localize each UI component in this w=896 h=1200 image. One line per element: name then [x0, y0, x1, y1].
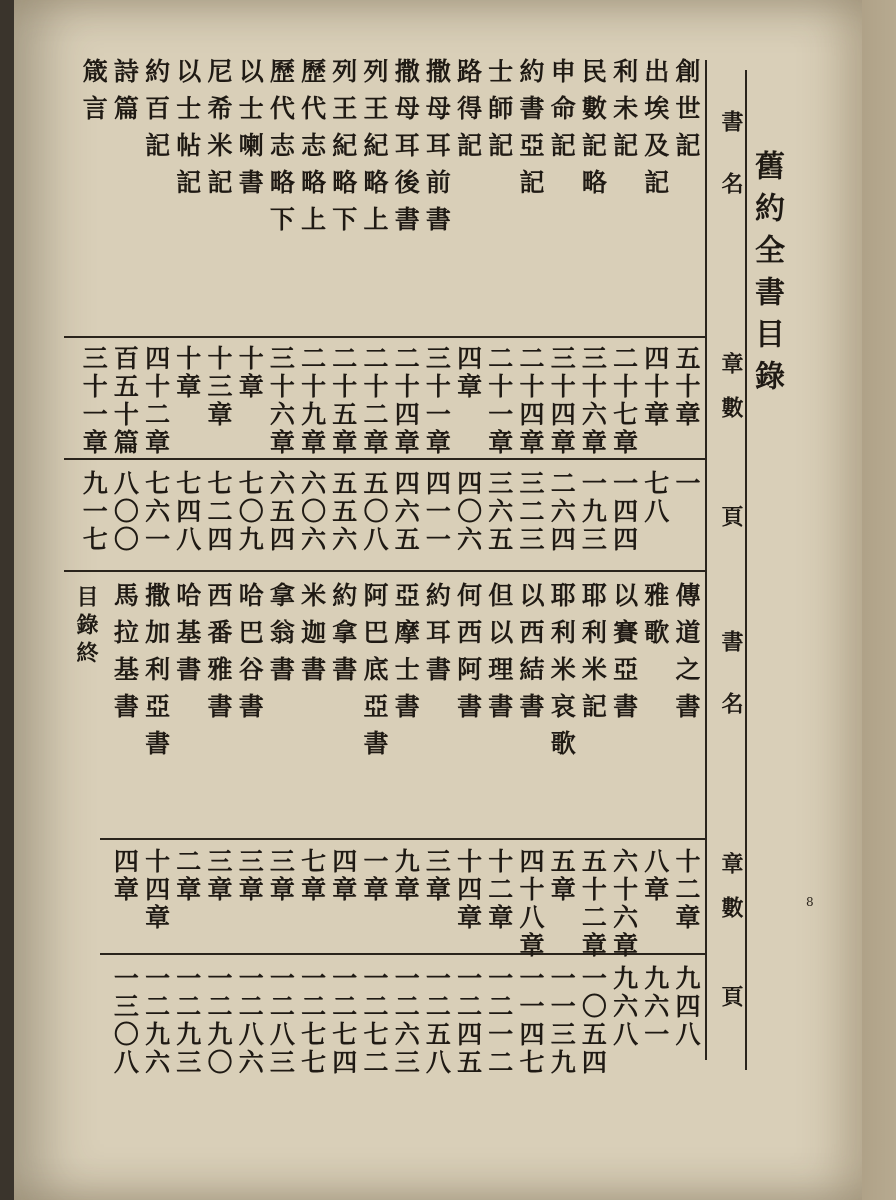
page-number: 三六五 [484, 470, 514, 554]
page-number: 二六四 [547, 470, 577, 554]
page-number: 一二八六 [235, 965, 265, 1077]
header-name-bottom: 書名 [718, 630, 744, 754]
page-number: 一二五八 [422, 965, 452, 1077]
page-number: 一〇五四 [578, 965, 608, 1077]
page-number: 七四八 [172, 470, 202, 554]
book-name: 馬拉基書 [110, 582, 140, 730]
book-name: 撒母耳後書 [391, 58, 421, 243]
chapter-count: 三十六章 [578, 345, 608, 457]
chapter-count: 七章 [297, 848, 327, 904]
page-number: 一二九六 [141, 965, 171, 1077]
chapter-count: 十二章 [672, 848, 701, 932]
book-name: 耶利米記 [578, 582, 608, 730]
chapter-count: 三十四章 [547, 345, 577, 457]
page-number: 一二七二 [360, 965, 389, 1077]
book-name: 出埃及記 [640, 58, 670, 206]
page-number: 一二七七 [297, 965, 327, 1077]
chapter-count: 三十一章 [422, 345, 452, 457]
chapter-count: 四十章 [640, 345, 670, 429]
book-name: 利未記 [609, 58, 639, 169]
chapter-count: 三章 [266, 848, 296, 904]
book-name: 何西阿書 [453, 582, 483, 730]
chapter-count: 四章 [453, 345, 483, 401]
chapter-count: 十二章 [484, 848, 514, 932]
chapter-count: 十章 [172, 345, 202, 401]
page-number: 一三〇八 [110, 965, 140, 1077]
page-number: 一九三 [578, 470, 608, 554]
book-name: 以西結書 [516, 582, 545, 730]
book-name: 詩篇 [110, 58, 140, 132]
book-name: 撒加利亞書 [141, 582, 171, 767]
page-number: 三二三 [516, 470, 545, 554]
page-number: 四〇六 [453, 470, 483, 554]
book-name: 創世記 [672, 58, 701, 169]
book-name: 箴言 [79, 58, 109, 132]
header-column-rule [705, 60, 707, 1060]
book-name: 哈基書 [172, 582, 202, 693]
book-name: 哈巴谷書 [235, 582, 265, 730]
page-number: 一二四五 [453, 965, 483, 1077]
chapter-count: 四章 [328, 848, 358, 904]
book-name: 申命記 [547, 58, 577, 169]
end-note: 目錄終 [73, 585, 99, 669]
page-number: 一 [672, 470, 701, 498]
page-number: 一四四 [609, 470, 639, 554]
book-name: 傳道之書 [672, 582, 701, 730]
chapter-count: 五十二章 [578, 848, 608, 960]
chapter-count: 十三章 [204, 345, 233, 429]
chapter-count: 十四章 [453, 848, 483, 932]
chapter-count: 二十一章 [484, 345, 514, 457]
chapter-count: 二十二章 [360, 345, 389, 457]
page-number: 五〇八 [360, 470, 389, 554]
side-page-number: 8 [806, 895, 814, 909]
book-name: 約耳書 [422, 582, 452, 693]
book-name: 撒母耳前書 [422, 58, 452, 243]
page-number: 九四八 [672, 965, 701, 1049]
chapter-count: 二十五章 [328, 345, 358, 457]
page-number: 一二九三 [172, 965, 202, 1077]
chapter-count: 三章 [204, 848, 233, 904]
page-number: 八〇〇 [110, 470, 140, 554]
chapter-count: 四十二章 [141, 345, 171, 457]
book-name: 列王紀略上 [360, 58, 389, 243]
book-name: 西番雅書 [204, 582, 233, 730]
book-name: 士師記 [484, 58, 514, 169]
page-number: 五五六 [328, 470, 358, 554]
book-name: 民數記略 [578, 58, 608, 206]
chapter-count: 八章 [640, 848, 670, 904]
chapter-count: 五十章 [672, 345, 701, 429]
page-number: 一二八三 [266, 965, 296, 1077]
chapter-count: 十四章 [141, 848, 171, 932]
book-name: 拿翁書 [266, 582, 296, 693]
page-number: 七二四 [204, 470, 233, 554]
bottom-row-rule-1 [100, 838, 707, 840]
page-number: 一二六三 [391, 965, 421, 1077]
chapter-count: 四章 [110, 848, 140, 904]
chapter-count: 九章 [391, 848, 421, 904]
page-number: 七六一 [141, 470, 171, 554]
page-number: 九一七 [79, 470, 109, 554]
chapter-count: 百五十篇 [110, 345, 140, 457]
chapter-count: 三章 [235, 848, 265, 904]
chapter-count: 六十六章 [609, 848, 639, 960]
book-name: 米迦書 [297, 582, 327, 693]
chapter-count: 二十九章 [297, 345, 327, 457]
chapter-count: 二章 [172, 848, 202, 904]
book-name: 歷代志略上 [297, 58, 327, 243]
page-number: 四一一 [422, 470, 452, 554]
page-title: 舊約全書目錄 [749, 150, 784, 402]
book-name: 約拿書 [328, 582, 358, 693]
page-number: 一二七四 [328, 965, 358, 1077]
header-chapters-top: 章數 [718, 352, 744, 440]
chapter-count: 三章 [422, 848, 452, 904]
book-name: 以賽亞書 [609, 582, 639, 730]
chapter-count: 十章 [235, 345, 265, 401]
page-number: 六五四 [266, 470, 296, 554]
book-name: 約百記 [141, 58, 171, 169]
book-name: 耶利米哀歌 [547, 582, 577, 767]
page-number: 九六一 [640, 965, 670, 1049]
chapter-count: 三十一章 [79, 345, 109, 457]
chapter-count: 二十四章 [391, 345, 421, 457]
header-page-top: 頁 [718, 505, 744, 567]
chapter-count: 一章 [360, 848, 389, 904]
page-number: 四六五 [391, 470, 421, 554]
page-number: 七〇九 [235, 470, 265, 554]
chapter-count: 三十六章 [266, 345, 296, 457]
page-number: 一二一二 [484, 965, 514, 1077]
chapter-count: 五章 [547, 848, 577, 904]
book-name: 路得記 [453, 58, 483, 169]
book-name: 約書亞記 [516, 58, 545, 206]
top-row-rule-1 [64, 336, 707, 338]
page-number: 一一四七 [516, 965, 545, 1077]
header-page-bottom: 頁 [718, 985, 744, 1047]
chapter-count: 四十八章 [516, 848, 545, 960]
book-name: 以士喇書 [235, 58, 265, 206]
book-name: 列王紀略下 [328, 58, 358, 243]
header-chapters-bottom: 章數 [718, 852, 744, 940]
top-row-rule-2 [64, 458, 707, 460]
book-name: 亞摩士書 [391, 582, 421, 730]
section-divider-rule [64, 570, 707, 572]
page-number: 六〇六 [297, 470, 327, 554]
chapter-count: 二十七章 [609, 345, 639, 457]
chapter-count: 二十四章 [516, 345, 545, 457]
page-number: 九六八 [609, 965, 639, 1049]
page-number: 一二九〇 [204, 965, 233, 1077]
book-name: 以士帖記 [172, 58, 202, 206]
book-name: 尼希米記 [204, 58, 233, 206]
book-name: 歷代志略下 [266, 58, 296, 243]
header-name-top: 書名 [718, 110, 744, 234]
book-name: 雅歌 [640, 582, 670, 656]
page-number: 七八 [640, 470, 670, 526]
page-number: 一一三九 [547, 965, 577, 1077]
book-name: 阿巴底亞書 [360, 582, 389, 767]
book-name: 但以理書 [484, 582, 514, 730]
